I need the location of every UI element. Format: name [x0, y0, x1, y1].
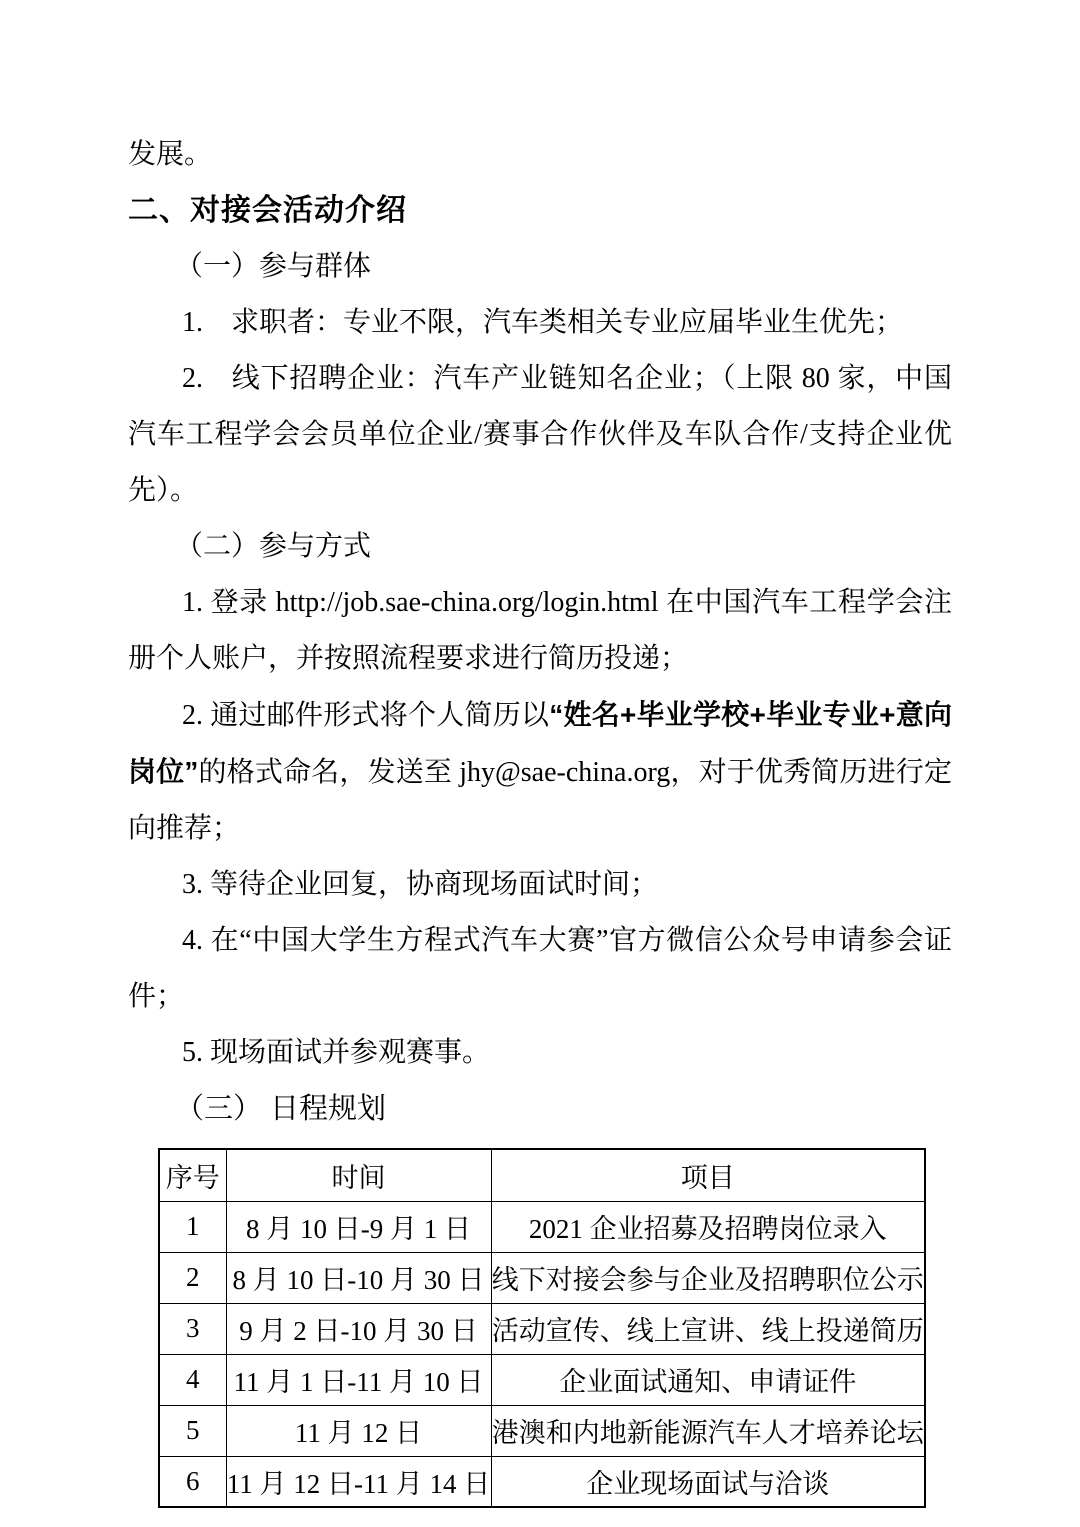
cell-no: 1 — [159, 1201, 226, 1252]
table-row — [159, 1354, 925, 1405]
methods-item-2-bold-phrase: “姓名+毕业学校+毕业专业+意向岗位” — [128, 699, 952, 787]
table-row — [159, 1405, 925, 1456]
table-header-item: 项目 — [491, 1149, 925, 1201]
table-row — [159, 1456, 925, 1507]
cell-item: 活动宣传、线上宣讲、线上投递简历 — [491, 1303, 925, 1354]
table-header-row — [159, 1149, 925, 1201]
cell-time: 9 月 2 日-10 月 30 日 — [226, 1303, 491, 1354]
cell-no: 2 — [159, 1252, 226, 1303]
cell-no: 4 — [159, 1354, 226, 1405]
cell-no: 6 — [159, 1456, 226, 1507]
paragraph-intro-tail: 发展。 — [128, 139, 213, 170]
cell-time: 11 月 12 日-11 月 14 日 — [226, 1456, 491, 1507]
methods-item-1-text: 1. 登录 http://job.sae-china.org/login.html 在中国汽车工程学会注册个人账户，并按照流程要求进行简历投递； — [128, 587, 952, 674]
cell-item: 2021 企业招募及招聘岗位录入 — [491, 1201, 925, 1252]
schedule-table — [158, 1148, 926, 1508]
cell-time: 8 月 10 日-9 月 1 日 — [226, 1201, 491, 1252]
cell-time: 11 月 12 日 — [226, 1405, 491, 1456]
methods-item-2-prefix: 2. 通过邮件形式将个人简历以 — [182, 700, 550, 731]
methods-item-1 — [128, 575, 952, 687]
cell-item: 企业面试通知、申请证件 — [491, 1354, 925, 1405]
methods-item-2 — [128, 687, 952, 857]
methods-item-2-suffix: 的格式命名，发送至 jhy@sae-china.org，对于优秀简历进行定向推荐； — [128, 757, 952, 844]
cell-item: 线下对接会参与企业及招聘职位公示 — [491, 1252, 925, 1303]
table-header-no: 序号 — [159, 1149, 226, 1201]
cell-time: 11 月 1 日-11 月 10 日 — [226, 1354, 491, 1405]
cell-no: 3 — [159, 1303, 226, 1354]
section-heading: 二、对接会活动介绍 — [128, 194, 407, 227]
subsection-schedule-heading: （三） 日程规划 — [175, 1093, 387, 1125]
methods-item-5: 5. 现场面试并参观赛事。 — [182, 1037, 491, 1068]
methods-item-4: 4. 在“中国大学生方程式汽车大赛”官方微信公众号申请参会证件； — [128, 925, 952, 1012]
cell-item: 企业现场面试与洽谈 — [491, 1456, 925, 1507]
methods-item-3: 3. 等待企业回复，协商现场面试时间； — [182, 869, 659, 900]
table-row — [159, 1201, 925, 1252]
participants-item-1: 1. 求职者：专业不限，汽车类相关专业应届毕业生优先； — [182, 307, 904, 338]
cell-time: 8 月 10 日-10 月 30 日 — [226, 1252, 491, 1303]
cell-no: 5 — [159, 1405, 226, 1456]
subsection-methods-heading: （二）参与方式 — [175, 531, 372, 562]
participants-item-2: 2. 线下招聘企业：汽车产业链知名企业；（上限 80 家，中国汽车工程学会会员单位企业/赛事合作伙伴及车队合作/支持企业优先）。 — [128, 363, 952, 506]
table-row — [159, 1303, 925, 1354]
cell-item: 港澳和内地新能源汽车人才培养论坛 — [491, 1405, 925, 1456]
subsection-participants-heading: （一）参与群体 — [175, 251, 372, 282]
table-row — [159, 1252, 925, 1303]
table-header-time: 时间 — [226, 1149, 491, 1201]
